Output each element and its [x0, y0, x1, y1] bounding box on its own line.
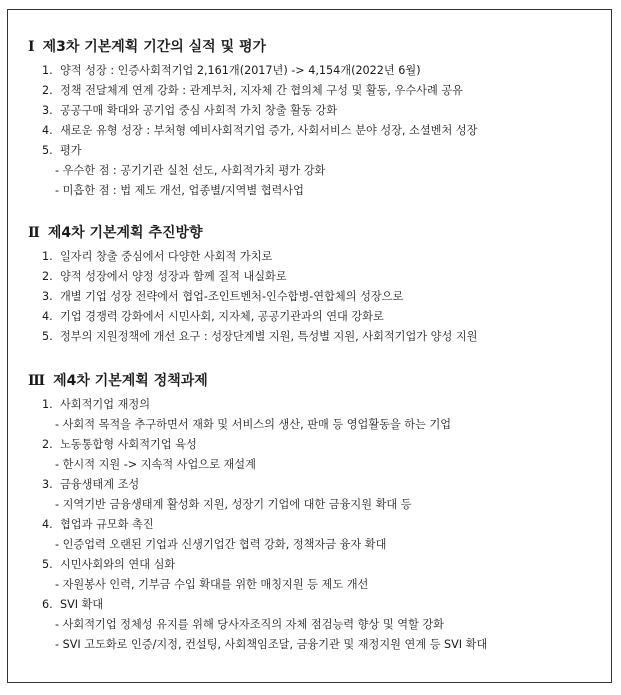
list-item: 5. 평가: [42, 144, 82, 157]
sub-item: - 지역기반 금융생태계 활성화 지원, 성장기 기업에 대한 금융지원 확대 등: [55, 498, 412, 511]
list-item: 4. 협업과 규모화 촉진: [42, 518, 154, 531]
list-item: 6. SVI 확대: [42, 598, 104, 611]
section-title-text: 제4차 기본계획 추진방향: [47, 225, 203, 241]
sub-item: - 우수한 점 : 공기기관 실천 선도, 사회적가치 평가 강화: [55, 164, 326, 177]
section-number: Ⅰ: [28, 39, 35, 55]
list-item: 2. 노동통합형 사회적기업 육성: [42, 438, 197, 451]
list-item: 2. 정책 전달체계 연계 강화 : 관계부처, 지자체 간 협의체 구성 및 활동, 우수사례 공유: [42, 84, 463, 97]
section-3: [28, 372, 607, 655]
list-item: 1. 양적 성장 : 인증사회적기업 2,161개(2017년) -> 4,154개(2022년 6월): [42, 64, 421, 77]
section-2: [28, 224, 607, 347]
section-title-text: 제3차 기본계획 기간의 실적 및 평가: [42, 39, 267, 55]
sub-item: - 미흡한 점 : 법 제도 개선, 업종별/지역별 협력사업: [55, 184, 304, 197]
list-item: 5. 정부의 지원정책에 개선 요구 : 성장단계별 지원, 특성별 지원, 사회적기업가 양성 지원: [42, 330, 478, 343]
list-item: 3. 개별 기업 성장 전략에서 협업-조인트벤처-인수합병-연합체의 성장으로: [42, 290, 404, 303]
section-title: [28, 372, 607, 390]
list-item: 4. 새로운 유형 성장 : 부처형 예비사회적기업 증가, 사회서비스 분야 성장, 소셜벤처 성장: [42, 124, 478, 137]
list-item: 1. 사회적기업 재정의: [42, 398, 151, 411]
sub-item: - 자원봉사 인력, 기부금 수입 확대를 위한 매칭지원 등 제도 개선: [55, 578, 369, 591]
section-number: Ⅲ: [28, 373, 46, 389]
list-item: 2. 양적 성장에서 양정 성장과 함께 질적 내실화로: [42, 270, 287, 283]
sub-item: - 사회적기업 정체성 유지를 위해 당사자조직의 자체 점검능력 향상 및 역할 강화: [55, 618, 444, 631]
section-1: [28, 38, 607, 201]
sub-item: - 인증업력 오랜된 기업과 신생기업간 협력 강화, 정책자금 융자 확대: [55, 538, 387, 551]
section-title: [28, 38, 607, 56]
list-item: 1. 일자리 창출 중심에서 다양한 사회적 가치로: [42, 250, 273, 263]
document-frame: [7, 9, 612, 683]
section-title-text: 제4차 기본계획 정책과제: [53, 373, 208, 389]
list-item: 4. 기업 경쟁력 강화에서 시민사회, 지자체, 공공기관과의 연대 강화로: [42, 310, 384, 323]
sub-item: - 한시적 지원 -> 지속적 사업으로 재설계: [55, 458, 256, 471]
sub-item: - 사회적 목적을 추구하면서 재화 및 서비스의 생산, 판매 등 영업활동을 하는 기업: [55, 418, 452, 431]
list-item: 5. 시민사회와의 연대 심화: [42, 558, 176, 571]
section-number: Ⅱ: [28, 225, 40, 241]
list-item: 3. 금융생태계 조성: [42, 478, 140, 491]
sub-item: - SVI 고도화로 인증/지정, 컨설팅, 사회책임조달, 금융기관 및 재정지원 연계 등 SVI 확대: [55, 638, 488, 651]
list-item: 3. 공공구매 확대와 공기업 중심 사회적 가치 창출 활동 강화: [42, 104, 338, 117]
section-title: [28, 224, 607, 242]
